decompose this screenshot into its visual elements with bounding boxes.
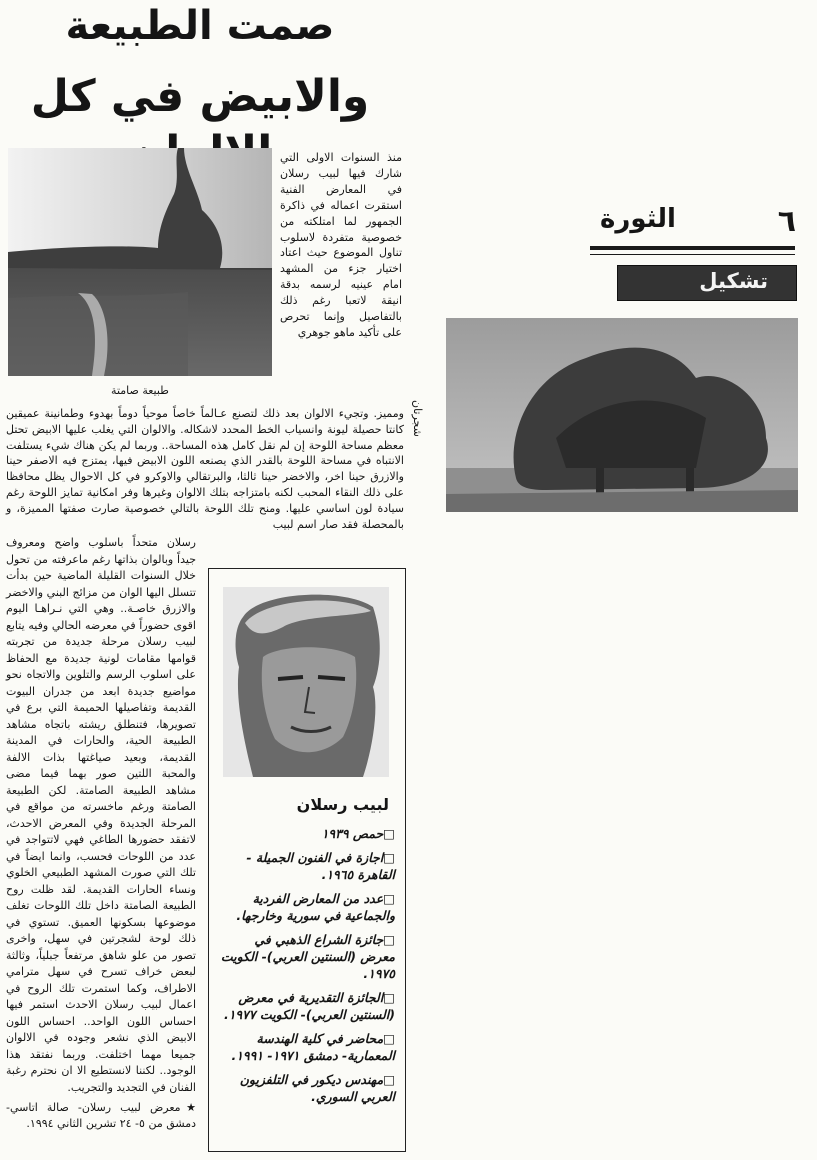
bio-item: □جائزة الشراع الذهبي في معرض (السنتين العربي)- الكويت ١٩٧٥. [220,932,395,981]
bio-item: □عدد من المعارض الفردية والجماعية في سورية وخارجها. [236,891,395,923]
bio-item: □محاضر في كلية الهندسة المعمارية- دمشق ١٩٧١- ١٩٩١. [231,1031,395,1063]
two-trees-painting-image [446,318,798,512]
bio-box [208,568,406,1152]
portrait-photo [223,587,389,777]
intro-column: منذ السنوات الاولى التي شارك فيها لبيب رسلان في المعارض الفنية استقرت اعماله في ذاكرة الجمهور لما امتلكته من خصوصية متفردة لاسلوب تناول الموضوع حيث اعتاد اختيار جزء من المشهد امام عينيه لرسمه بدقة انيقة لاتعبا رغم ذلك بالتفاصيل وإنما تحرص على تأكيد ماهو جوهري [280,151,402,339]
masthead [590,204,800,244]
bio-item: □اجازة في الفنون الجميلة - القاهرة ١٩٦٥. [246,850,395,882]
painting-vertical-credit: شجرتان [411,400,424,437]
section-title: تشكيل [699,269,768,293]
headline-line-2: والابيض في كل [30,71,370,122]
still-life-painting-image [8,148,272,376]
portrait-image [223,587,389,777]
bio-item: □حمص ١٩٣٩ [321,826,395,841]
section-banner [617,265,797,301]
two-trees-painting [446,318,798,512]
bio-name: لبيب رسلان [296,795,389,814]
bio-item: □الجائزة التقديرية في معرض (السنتين العربي)- الكويت ١٩٧٧. [223,990,395,1022]
bio-list [219,825,395,1112]
headline-line-1: صمت الطبيعة [65,3,335,49]
painting-caption: طبيعة صامتة [111,384,169,397]
newspaper-logo: الثورة [600,204,676,234]
bio-item: □مهندس ديكور في التلفزيون العربي السوري. [239,1072,395,1104]
masthead-rule [590,246,795,250]
page-number: ٦ [777,204,796,239]
long-column: رسلان متحداً باسلوب واضح ومعروف جيداً وبالوان بذاتها رغم ماعرفته من تحول خلال السنوات القليلة الماضية حين بدأت تتسلل اليها الوان من مزائج البني والاخضر والازرق خاصـة.. وهي التي نـراهـا اليوم اقوى حضوراً في معرضه الحالي وفيه يتابع لبيب رسلان مرحلة جديدة من تجربته قوامها مقامات لونية جديدة مع الحفاظ على اسلوب الرسم والتلوين والاتجاه نحو مواضيع جديدة ابعد من جدران البيوت القديمة وتفاصيلها الحميمة التي برع في تصويرها، فتنطلق ريشته باتجاه مشاهد الطبيعة الحية، والحارات في المدينة القديمة، وبعيد صياغتها بذات الالفة والمحبة اللتين صور بهما فيما مضى مشاهد الطبيعة الصامتة. لكن الطبيعة الصامتة ورغم ماخسرته من مواقع في المرحلة الجديدة وفي المعرض الاحدث، لاتفقد حضورها الطاغي فهي لاتتواجد في عدد من اللوحات فحسب، وانما ايضاً في تلك التي صورت المشهد الطبيعي الخلوي ونساء الحارات القديمة. لقد ظلت روح الطبيعة الصامتة داخل تلك اللوحات تغلف موضوعها بسكونها العميق. تستوي في ذلك لوحة لشجرتين في سهل، واخرى تصور من علو شاهق مرتفعاً جبلياً، وثالثة لبعض خراف تسرح في سهل مترامي الاطراف، وكما استمرت تلك الروح في اعمال لبيب رسلان الاحدث استمر فيها احساس اللون الواحد.. احساس اللون الابيض الذي نشعر وجوده في الالوان جميعا مهما اختلفت. وربما نفتقد هذا الوجود.. لكننا لانستطيع الا ان نحترم رغبة الفنان في التجديد والتجريب. [6,536,196,1094]
wide-paragraph: ومميز. وتجيء الالوان بعد ذلك لتصنع عـالماً خاصاً موحياً دوماً بهدوء وطمانينة عميقين كانتا حصيلة ليونة وانسياب الخط المحدد لاشكاله. والالوان التي يغلب عليها الابيض تحتل معظم مساحة اللوحة إن لم نقل كامل هذه المساحة.. وربما لم يكن هناك شيء يستلفت الانتباه في مساحة اللوحة بالقدر الذي يصنعه اللون الابيض فيها، يمتزج فيه الاصفر حينا والازرق حينا اخر، والاخضر حينا ثالثا، والبرتقالي والاوكرو في كل الاحوال يظل محافظا على ذلك النقاء المحبب لكنه بامتزاجه بتلك الالوان وغيرها وفر امكانية تمايز اللوحة رغم سيادة لون اساسي عليها. ومنح تلك اللوحة بالتالي خصوصية صارت صفتها المميزة، و بالمحصلة فقد صار اسم لبيب [6,407,404,531]
footer-note: ★معرض لبيب رسلان- صالة اتاسي- دمشق من ٥- ٢٤ تشرين الثاني ١٩٩٤. [6,1101,196,1130]
still-life-painting [8,148,272,376]
masthead-rule-thin [590,254,795,255]
